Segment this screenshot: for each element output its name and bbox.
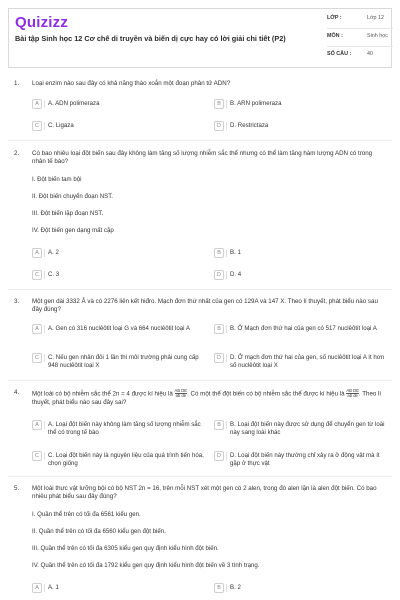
q3-option-a[interactable] <box>32 324 204 336</box>
fraction-numerator: AB DE <box>174 388 188 393</box>
q1-option-c[interactable] <box>32 121 204 133</box>
question-text-part: . Theo lí thuyết, phát biểu nào sau đây sai? <box>32 390 382 406</box>
option-letter-box: D <box>214 353 224 363</box>
question-text-part: . Có một thể đột biến có bộ nhiễm sắc thể được kí hiệu là <box>187 390 345 398</box>
statement: I. Đột biến tam bội <box>32 176 82 183</box>
option-letter-box: D <box>214 270 224 280</box>
option-letter-box: C <box>32 270 42 280</box>
q1-option-d[interactable] <box>214 121 386 133</box>
meta-value: Lớp 12 <box>367 15 385 21</box>
option-text: B. 2 <box>230 584 241 591</box>
q1-option-a[interactable] <box>32 99 204 111</box>
fraction-numerator: AB DE <box>346 388 359 393</box>
statement: III. Quần thể trên có tối đa 6305 kiểu gen quy định kiểu hình đột biến. <box>32 545 219 552</box>
option-letter-box: D <box>214 451 224 461</box>
statement: I. Quần thể trên có tối đa 6561 kiểu gen. <box>32 511 141 518</box>
statement: II. Quần thể trên có tối đa 6560 kiểu gen đột biến. <box>32 528 166 535</box>
option-text: C. 3 <box>48 271 60 278</box>
question-text: Loại enzim nào sau đây có khả năng tháo xoắn một đoạn phân tử ADN? <box>32 80 231 87</box>
option-text: D. 4 <box>230 271 242 278</box>
question-number: 5. <box>14 485 20 492</box>
option-text: A. 2 <box>48 249 59 256</box>
option-letter-box: C <box>32 451 42 461</box>
divider <box>8 476 392 477</box>
question-text: Có bao nhiêu loại đột biến sau đây không làm tăng số lượng nhiễm sắc thể nhưng có thể làm tăng hàm lượng ADN có trong nhân tế bào? <box>32 150 373 166</box>
option-letter-box: B <box>214 99 224 109</box>
option-text: B. Loại đột biến này được sử dụng để chuyển gen từ loài này sang loài khác <box>230 421 385 437</box>
option-letter-box: A <box>32 324 42 334</box>
q2-option-c[interactable] <box>32 270 204 282</box>
option-letter-box: C <box>32 121 42 131</box>
option-letter-box: C <box>32 353 42 363</box>
question-number: 1. <box>14 80 20 87</box>
chromosome-notation <box>175 389 188 398</box>
option-letter-box: D <box>214 121 224 131</box>
statement: II. Đột biến chuyển đoạn NST. <box>32 193 113 200</box>
q3-option-b[interactable] <box>214 324 386 336</box>
question-text: Một loài thực vật lưỡng bội có bộ NST 2n = 16, trên mỗi NST xét một gen có 2 alen, trong đó alen lặn là alen đột biến. Có bao nhiêu phát biểu sau đây đúng? <box>32 485 377 501</box>
divider <box>8 140 392 141</box>
option-text: A. 1 <box>48 584 59 591</box>
statement: IV. Đột biến gen dạng mất cặp <box>32 227 114 234</box>
meta-value: 40 <box>367 51 373 57</box>
option-text: A. Gen có 316 nuclêôtit loại G và 664 nuclêôtit loại A <box>48 325 190 332</box>
q5-option-b[interactable] <box>214 583 386 595</box>
worksheet-title: Bài tập Sinh học 12 Cơ chế di truyền và biến dị cực hay có lời giải chi tiết (P2) <box>15 34 286 43</box>
option-text: B. 1 <box>230 249 241 256</box>
option-text: D. Loại đột biến này thường chỉ xảy ra ở động vật mà ít gặp ở thực vật <box>230 452 380 468</box>
question-number: 3. <box>14 298 20 305</box>
option-text: D. Ở mạch đơn thứ hai của gen, số nuclêôtit loại A ít hơn số nuclêôtit loại X <box>230 354 385 370</box>
option-text: C. Loại đột biến này là nguyên liệu của quá trình tiến hóa, chọn giống <box>48 452 204 468</box>
fraction-denominator: ab de <box>347 393 358 399</box>
meta-value: Sinh học <box>367 33 388 39</box>
option-letter-box: A <box>32 420 42 430</box>
option-letter-box: A <box>32 583 42 593</box>
meta-panel <box>327 9 393 67</box>
meta-key: MÔN : <box>327 33 343 39</box>
q2-option-a[interactable] <box>32 248 204 260</box>
quizizz-logo: Quizizz <box>15 14 69 31</box>
option-text: D. Restrictaza <box>230 122 269 129</box>
divider <box>8 289 392 290</box>
option-letter-box: B <box>214 420 224 430</box>
q4-option-a[interactable] <box>32 420 204 437</box>
q4-option-c[interactable] <box>32 451 204 468</box>
statement: III. Đột biến lặp đoạn NST. <box>32 210 104 217</box>
q3-option-d[interactable] <box>214 353 386 370</box>
option-letter-box: B <box>214 324 224 334</box>
q2-option-b[interactable] <box>214 248 386 260</box>
meta-key: LỚP : <box>327 15 342 21</box>
q4-option-b[interactable] <box>214 420 386 437</box>
question-text-part: Một loài có bộ nhiễm sắc thể 2n = 4 được kí hiệu là <box>32 390 173 398</box>
option-text: A. Loại đột biến này không làm tăng số lượng nhiễm sắc thể có trong tế bào <box>48 421 201 437</box>
question-text: Một gen dài 3332 Å và có 2276 liên kết hiđro. Mạch đơn thứ nhất của gen có 129A và 147 X. Theo lí thuyết, phát biểu nào sau đây đúng? <box>32 298 378 314</box>
question-number: 2. <box>14 150 20 157</box>
statement: IV. Quần thể trên có tối đa 1792 kiểu gen quy định kiểu hình đột biến về 3 tính trạng. <box>32 562 260 569</box>
q3-option-c[interactable] <box>32 353 204 370</box>
chromosome-notation <box>346 389 359 398</box>
option-text: B. Ở Mạch đơn thứ hai của gen có 517 nuclêôtit loại A <box>230 325 377 332</box>
question-text <box>32 389 384 407</box>
option-letter-box: B <box>214 583 224 593</box>
option-text: A. ADN polimeraza <box>48 100 100 107</box>
option-letter-box: B <box>214 248 224 258</box>
meta-question-count <box>327 51 393 65</box>
option-letter-box: A <box>32 99 42 109</box>
option-text: B. ARN polimeraza <box>230 100 282 107</box>
option-text: C. Nếu gen nhân đôi 1 lần thì môi trường phải cung cấp 948 nuclêôtit loại X <box>48 354 199 370</box>
divider <box>8 380 392 381</box>
meta-key: SỐ CÂU : <box>327 51 352 57</box>
option-letter-box: A <box>32 248 42 258</box>
question-number: 4. <box>14 389 20 396</box>
worksheet-header <box>8 8 392 68</box>
q2-option-d[interactable] <box>214 270 386 282</box>
meta-subject <box>327 33 393 47</box>
meta-grade <box>327 15 393 29</box>
fraction-denominator: ab de <box>175 393 187 399</box>
q1-option-b[interactable] <box>214 99 386 111</box>
q4-option-d[interactable] <box>214 451 386 468</box>
option-text: C. Ligaza <box>48 122 74 129</box>
q5-option-a[interactable] <box>32 583 204 595</box>
